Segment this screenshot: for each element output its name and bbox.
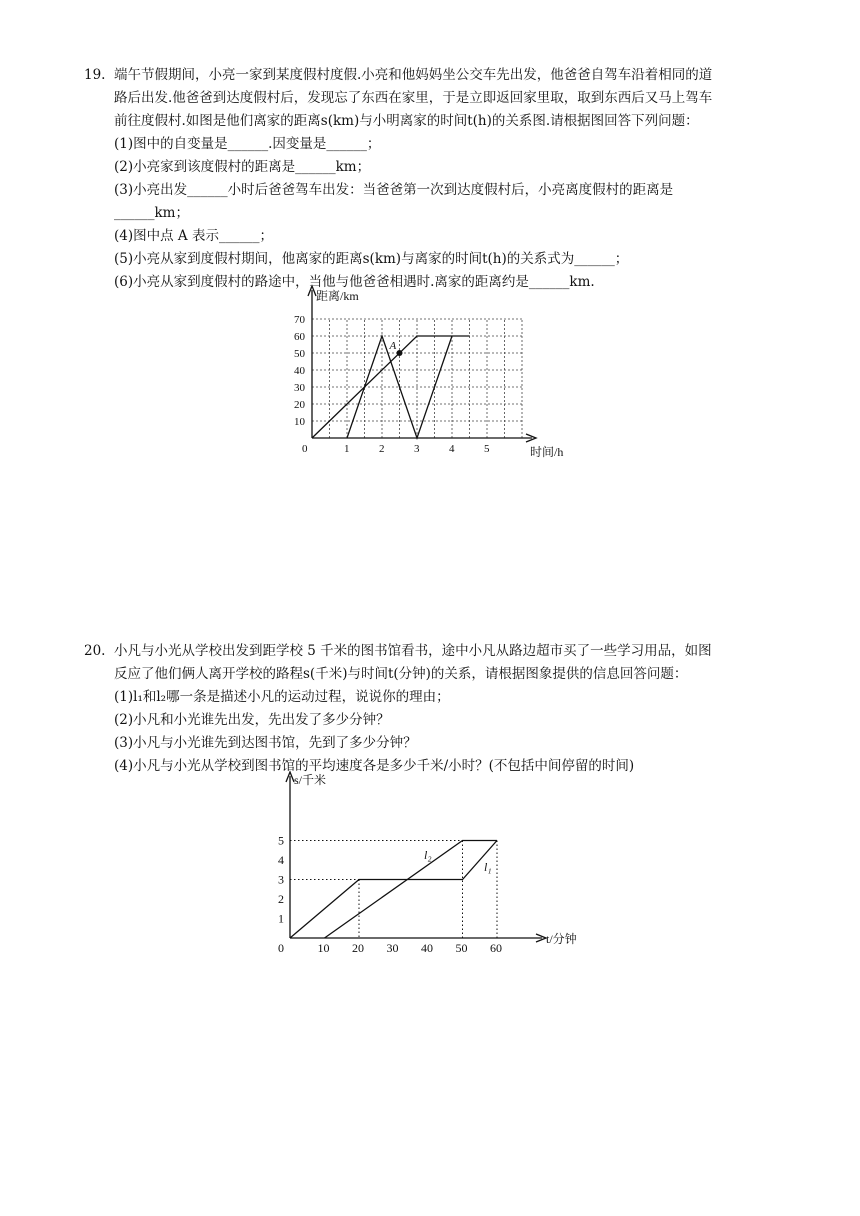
y-tick-label: 30 (294, 382, 305, 394)
x-tick-label: 0 (278, 941, 284, 955)
y-tick-label: 2 (278, 892, 284, 906)
sub-question-2: (2)小亮家到该度假村的距离是______km； (114, 159, 371, 175)
sub-question-4: (4)图中点 A 表示______； (114, 228, 273, 244)
y-tick-label: 40 (294, 365, 305, 377)
point-a-label: A (389, 340, 397, 352)
x-tick-label: 60 (490, 941, 502, 955)
x-tick-label: 4 (449, 443, 455, 455)
x-axis-label: t/分钟 (546, 932, 577, 946)
question-text-line: 反应了他们俩人离开学校的路程s(千米)与时间t(分钟)的关系，请根据图象提供的信息回答问题： (114, 666, 688, 682)
sub-question-3-cont: ______km； (114, 205, 189, 221)
sub-question-6: (6)小亮从家到度假村的路途中，当他与他爸爸相遇时.离家的距离约是______km. (114, 274, 595, 290)
question-20 (84, 640, 784, 780)
question-text-line: 前往度假村.如图是他们离家的距离s(km)与小明离家的时间t(h)的关系图.请根据图回答下列问题： (114, 113, 699, 129)
x-axis-label: 时间/h (530, 445, 564, 459)
distance-time-chart-2 (270, 768, 590, 958)
x-tick-label: 10 (317, 941, 330, 955)
sub-question-1: (1)图中的自变量是______.因变量是______； (114, 136, 381, 152)
x-tick-label: 30 (386, 941, 399, 955)
question-number: 20. (84, 643, 106, 659)
question-19 (84, 64, 784, 294)
y-tick-label: 5 (278, 833, 284, 848)
y-axis-label: s/千米 (294, 773, 327, 787)
y-tick-label: 50 (294, 348, 305, 360)
y-tick-label: 4 (278, 853, 284, 867)
x-tick-label: 40 (421, 941, 433, 955)
sub-question-3: (3)小亮出发______小时后爸爸驾车出发：当爸爸第一次到达度假村后，小亮离度假村的距离是 (114, 182, 674, 198)
x-tick-label: 3 (414, 443, 420, 455)
question-text-line: 端午节假期间，小亮一家到某度假村度假.小亮和他妈妈坐公交车先出发，他爸爸自驾车沿着相同的道 (114, 67, 713, 83)
line-label-l2: l₂ (424, 848, 432, 862)
sub-question-5: (5)小亮从家到度假村期间，他离家的距离s(km)与离家的时间t(h)的关系式为______； (114, 251, 629, 267)
sub-question-3: (3)小凡与小光谁先到达图书馆，先到了多少分钟？ (114, 735, 417, 751)
sub-question-2: (2)小凡和小光谁先出发，先出发了多少分钟？ (114, 712, 390, 728)
x-tick-label: 20 (352, 941, 364, 955)
y-tick-label: 60 (294, 331, 305, 343)
series-l2 (325, 841, 498, 939)
y-tick-label: 10 (294, 416, 305, 428)
question-number: 19. (84, 67, 106, 83)
y-tick-label: 20 (294, 399, 305, 411)
y-tick-label: 70 (294, 314, 305, 326)
line-label-l1: l₁ (484, 860, 492, 874)
y-tick-label: 1 (278, 911, 284, 926)
question-text-line: 路后出发.他爸爸到达度假村后，发现忘了东西在家里，于是立即返回家里取，取到东西后又马上驾车 (114, 90, 713, 106)
x-tick-label: 50 (455, 941, 468, 955)
sub-question-4: (4)小凡与小光从学校到图书馆的平均速度各是多少千米/小时？(不包括中间停留的时间) (114, 758, 635, 774)
distance-time-chart (280, 284, 590, 464)
y-tick-label: 3 (278, 872, 284, 887)
y-axis-label: 距离/km (316, 289, 359, 303)
x-tick-label: 5 (484, 443, 490, 455)
point-a-marker (397, 350, 403, 356)
x-tick-label: 0 (302, 443, 308, 455)
question-text-line: 小凡与小光从学校出发到距学校 5 千米的图书馆看书，途中小凡从路边超市买了一些学习用品，如图 (114, 643, 712, 659)
sub-question-1: (1)l₁和l₂哪一条是描述小凡的运动过程，说说你的理由； (114, 689, 450, 705)
x-tick-label: 1 (344, 443, 350, 455)
x-tick-label: 2 (379, 443, 385, 455)
